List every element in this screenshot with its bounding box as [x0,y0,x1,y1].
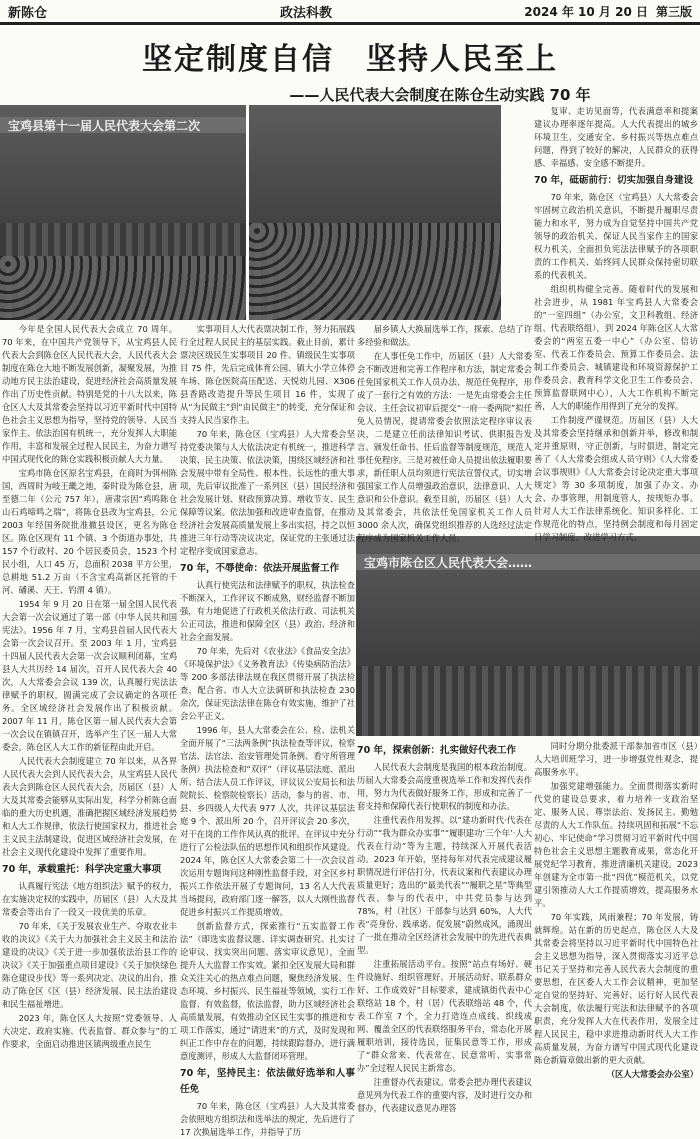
section-heading: 70 年，承载重托：科学决定重大事项 [2,864,162,875]
article-paragraph: 人民代表大会制度是我国的根本政治制度。历届人大常委会高度重视选举工作和发挥代表作用，努力为代表做好服务工作，形成和完善了一套支持和保障代表行使职权的制度和办法。 [357,762,532,811]
photo-meeting-auditorium [249,105,501,320]
article-paragraph: 届乡镇人大换届选举工作，探索、总结了许多经验和做法。 [357,324,532,347]
photo-congress-hall [0,105,246,320]
section-heading: 70 年，砥砺前行：切实加强自身建设 [534,175,694,186]
article-paragraph: 70 年来，《关于发展农业生产、夺取农业丰收的决议》《关于大力加强社会主义民主和法治建设的决议》《关于进一步加强依法治县工作的决议》《关于加强重点项目建设》《关于加快绿色陈仓建设步伐》等一系列决定、决议的出台，推动了陈仓区《区（县）经济发展、民主法治建设和民生福祉增进。 [2,921,177,1009]
article-paragraph: 宝鸡市陈仓区原名宝鸡县，在商时为弭州陈国，西周时为岐王畿之地，秦时设为陈仓县，唐至德二年（公元 757 年），唐肃宗因“鸡鸣陈仓山石鸡啼鸣之瑞”，将陈仓县改为宝鸡县，公元 2003 年经国务院批准撤县设区，更名为陈仓区。陈仓区现有 11 个镇、3 个街道办事处，共 157 个行政村、20 个居民委员会，1523 个村民小组，人口 45 万，总面积 2038 平方公里，总耕地 51.2 万亩（不含宝鸡高新区托管的千河、磻溪、天王、钓渭 4 镇）。 [2,468,177,595]
article-paragraph: 2023 年，陈仓区人大按照“党委领导、人大决定、政府实施、代表监督、群众参与”的工作要求，全面启动推进区镇两级重点民生 [2,1013,177,1049]
issue-date: 2024 年 10 月 20 日 [524,4,648,19]
header-rule [0,22,700,25]
article-paragraph: 70 年来，陈仓区（宝鸡县）人大常委会坚持党委决策与人大依法决定有机统一，推进科学决策、民主决策、依法决策，围绕区域经济和社会发展中带有全局性、根本性、长远性的重大事项，先后审议批准了一系列区（县）国民经济和社会发展计划、财政预算决算、增收节支、民生保障等议案。依法加强和改进审查监督，在推动经济社会发展高质量发展上多出实招，持之以恒推进三年行动等决议决定，保证党的主张通过法定程序变成国家意志。 [180,429,355,556]
article-column-1 [2,323,177,1076]
article-paragraph: 同时分期分批委派干部参加省市区（县）人大培训班学习，进一步增强党性观念，提高服务水平。 [534,741,698,777]
section-heading: 70 年，探索创新：扎实做好代表工作 [357,745,517,756]
article-paragraph: 实事项目人大代表票决制工作，努力拓展践行全过程人民民主的基层实践。截止目前，累计票决区级民生实事项目 20 件、镇级民生实事项目 75 件，先后完成体育公园、镇大小学立体停车场、陈仓医院高压配送、天悦幼儿园、X306 县香路改造提升等民生项目 16 件，实现了从“为民做主”到“由民做主”的转变，充分保证和支持人民当家作主。 [180,324,355,425]
article-paragraph: 认真行使宪法和法律赋予的职权，执法检查不断深入，工作评议不断成熟，财经监督不断加强，有力地促进了行政机关依法行政、司法机关公正司法，推进和保障全区（县）政治、经济和社会全面发展。 [180,580,355,642]
article-paragraph: 1954 年 9 月 20 日在第一届全国人民代表大会第一次会议通过了第一部《中华人民共和国宪法》。1956 年 7 月，宝鸡县首届人民代表大会第一次会议召开。至 2003 年 1 月，宝鸡县十四届人民代表大会第一次会议顺利闭幕，宝鸡县人大共历经 14 届次，召开人民代表大会 40 次，人大常委会会议 139 次，认真履行宪法法律赋予的职权，圆满完成了会议确定的各项任务。全区域经济社会发展作出了积极贡献。2007 年 11 月，陈仓区第一届人民代表大会第一次会议在镇镇召开，选举产生了区一届人大常委会，陈仓区人大工作的新征程由此开启。 [2,599,177,752]
section-heading: 70 年，不辱使命：依法开展监督工作 [180,563,340,574]
paper-name: 新陈仓 [8,5,48,21]
article-paragraph: 认真履行宪法《地方组织法》赋予的权力，在实施决定权的实践中，历届区（县）人大及其常委会等出台了一段又一段优美的乐章。 [2,881,177,917]
photo-banner: 宝鸡县第十一届人民代表大会第二次 [0,117,246,133]
article-paragraph: 注重代表作用发挥。以“建功新时代·代表在行动”“我为群众办实事”“履职建功‘三个年’·人大代表在行动”等为主题，持续深入开展代表活动。2023 年开始，坚持每年对代表完成建议履职情况进行评估打分，代表议案和代表建议办理质量更好；选出的“最美代表”“履职之星”等典型代表，参与的代表中，中共党员参与达到 78%，村（社区）干部参与达到 60%，人大代表“亮身份、践承诺、促发展”蔚然成风，涌现出了一批在推动全区经济社会发展中的先进代表典型。 [357,815,532,955]
article-paragraph: 复审、走访见面等，代表满意率和提案建议办理率逐年提高。人大代表提出的城乡环境卫生、交通安全、乡村振兴等热点难点问题，得到了较好的解决，人民群众的获得感、幸福感、安全感不断提升。 [534,106,698,168]
article-paragraph: 注重督办代表建议。常委会把办理代表建议意见列为代表工作的重要内容，及时进行交办和督办，代表建议意见办理答 [357,1077,532,1113]
article-paragraph: 组织机构健全完善。随着时代的发展和社会进步，从 1981 年宝鸡县人大常委会的“一室四组”（办公室，文卫科教组、经济组、代表联络组），到 2024 年陈仓区人大常委会的“两室五委一中心”（办公室、信访室、代表工作委员会、预算工作委员会、法制工作委员会、城镇建设和环境资源保护工作委员会、教育科学文化卫生工作委员会、预算监督联网中心），人大工作机构不断完善，人大的职能作用得到了充分的发挥。 [534,284,698,411]
article-paragraph: 70 年来，陈仓区（宝鸡县）人大常委会牢固树立政治机关意识，不断提升履职尽责能力和水平，努力成为自觉坚持中国共产党领导的政治机关、保证人民当家作主的国家权力机关、全面担负宪法法律赋予的各项职责的工作机关、始终同人民群众保持密切联系的代表机关。 [534,192,698,280]
photo-banner-2: 宝鸡市陈仓区人民代表大会…… [356,554,700,570]
headline [0,30,700,104]
photo-presidium-stage [356,536,700,736]
article-paragraph: 1996 年，县人大常委会在公、检、法机关全面开展了“三法两条例”执法检查等评议，检察官法、法官法、治安管理处罚条例、看守所管理条例）执法检查和“双评”（评议基层法庭、派出所、结合法人员工作评议，评议议公安局长和法院院长、检察院检察长）活动，参与的省、市、县、乡四级人大代表 977 人次，共评议基层法庭 9 个、派出所 20 个，召开评议会 20 多次，对干在岗的工作作风认真的批评。在评议中充分进行了公检法队伍的思想作风和组织作风建设。2024 年，陈仓区人大常委会第二十一次会议首次运用专题询问这种刚性监督手段，对全区乡村振兴工作依法开展了专题询问，13 名人大代表当场提问，政府部门逐一解答，以人大刚性监督促进乡村振兴工作提质增效。 [180,725,355,917]
page-number: 第三版 [655,4,692,19]
article-paragraph: 注重拓展活动平台。按照“站点有场好、硬件设施好、组织管理好、开展活动好、联系群众好、工作成效好”目标要求，建成镇街代表中心联络站 18 个，村（居）代表联络站 48 个，代表工作室 7 个，全力打造连点成线、织线成网、覆盖全区的代表联络服务平台，常态化开展履职培训，接待选民，征集民意等工作，形成了“群众常来、代表常在、民意常听、实事常办”全过程人民民主新常态。 [357,959,532,1073]
article-paragraph: 工作制度严谨规范。历届区（县）人大及其常委会坚持继承和创新并举，修改和制定并重原则，守正创新，与时俱进，制定完善了《人大常委会组成人员守则》《人大常委会议事规则》《人大常委会讨论决定重大事项规定》等 30 多项制度，加强了办文、办会、办事管理，用制度管人，按规矩办事。针对人大工作法律系统化、知识多样化、工作规范化的特点，坚持例会制度和每月固定日学习制度，改进学习方式。 [534,415,698,542]
section-name: 政法科教 [280,5,333,21]
page-header [0,0,700,22]
issue-info [524,3,692,20]
article-paragraph: 人民代表大会制度建立 70 年以来，从各界人民代表大会到人民代表大会，从宝鸡县人民代表大会到陈仓区人民代表大会，历届区（县）人大及其常委会能够从实际出发，科学分析陈仓面临的重大历史机遇，准确把握区域经济发展趋势和人大工作规律，依法行使国家权力，推进社会主义民主法制建设，促进区域经济社会发展，在社会主义现代化建设中发挥了重要作用。 [2,756,177,857]
article-column-2 [180,323,355,1137]
article-paragraph: 加强党建增强能力。全面贯彻落实新时代党的建设总要求，着力培养一支政治坚定、服务人民、尊崇法治、发扬民主、勤勉尽责的人大工作队伍。持续巩固和拓展“不忘初心、牢记使命”学习贯彻习近平新时代中国特色社会主义思想主题教育成果，常态化开展党纪学习教育，推进清廉机关建设。2023 年创建为全市第一批“四优”模范机关，以党建引领推动人大工作提质增效，提高服务水平。 [534,781,698,908]
article-paragraph: 70 年实践，风雨兼程；70 年发展，铸就辉煌。站在新的历史起点，陈仓区人大及其常委会将坚持以习近平新时代中国特色社会主义思想为指导，深入贯彻落实习近平总书记关于坚持和完善人民代表大会制度的重要思想，在区委人大工作会议精神，更加坚定自觉的坚持好、完善好、运行好人民代表大会制度，依法履行宪法和法律赋予的各项职责，充分发挥人大在代表作用，发展全过程人民民主，稳中求进推动新时代人大工作高质量发展，为奋力谱写中国式现代化建设陈仓新篇章做出新的更大贡献。 [534,912,698,1065]
article-column-4 [534,105,698,542]
article-column-5 [357,740,532,1113]
headline-title: 坚定制度自信 坚持人民至上 [142,42,558,77]
article-paragraph: 今年是全国人民代表大会成立 70 周年。70 年来，在中国共产党领导下，从宝鸡县人民代表大会到陈仓区人民代表大会，人民代表大会制度在陈仓大地不断发展创新，凝聚发展，为推动地方民主法治建设，促进经济社会高质量发展作出了历史性贡献。特别是党的十八大以来，陈仓区人大及其常委会坚持以习近平新时代中国特色社会主义思想为指导，坚持党的领导、人民当家作主、依法治国有机统一，充分发挥人大职能作用，丰富和发展全过程人民民主，为奋力谱写中国式现代化的陈仓实践积极贡献人大力量。 [2,324,177,464]
article-paragraph: 创新监督方式，探索推行“五实监督工作法”（即选实监督议题、详实调查研究、扎实讨论审议、找实突出问题、落实审议意见），全面提升人大监督工作实效。紧扣全区发展大局和群众关注关心的热点难点问题，聚焦经济发展、生态环境、乡村振兴、民生福祉等领域，实行工作监督、有效监督，依法监督，助力区域经济社会高质量发展，有效推动全区民生实事的推进和专项工作落实，通过“请进来”的方式，及时发现和纠正工作中存在的问题，持续跟踪督办，进行满意度测评，形成人大监督闭环管理。 [180,921,355,1061]
section-heading: 70 年，坚持民主：依法做好选举和人事任免 [180,1068,355,1095]
article-column-6 [534,740,698,1079]
headline-subtitle: ——人民代表大会制度在陈仓生动实践 70 年 [289,86,591,104]
author-signature: （区人大常委会办公室） [606,1069,698,1079]
article-paragraph: 70 年来，先后对《农业法》《食品安全法》《环境保护法》《义务教育法》《传染病防治法》等 200 多部法律法规在我区贯彻开展了执法检查，配合省、市人大立法调研和执法检查 230 余次，保证宪法法律在陈仓有效实施，维护了社会公平正义。 [180,646,355,721]
article-paragraph: 70 年来，陈仓区（宝鸡县）人大及其常委会依照地方组织法和选举法的规定，先后进行了 17 次换届选举工作，并指导了历 [180,1101,355,1137]
article-column-3 [357,323,532,543]
article-paragraph: 在人事任免工作中，历届区（县）人大常委会不断改进和完善工作程序和方法，制定常委会任免国家机关工作人员办法、规范任免程序，形成了一套行之有效的方法：一是先由常委会主任会议、主任会议初审后提交“一府一委两院”拟任免人员情况，提请常委会依照法定程序审议表决，二是建立任前法律知识考试、供职报告发言、颁发任命书、任后监督等制度规范，规范人事任免程序。三是对被任命人员提出依法履职要求，新任职人员均须进行宪法宣誓仪式，切实增强国家工作人员增强政治意识，法律意识、人大意识和公仆意识。截至目前，历届区（县）人大及其常委会，共依法任免国家机关工作人员 3000 余人次，确保党组织推荐的人选经过法定程序成为国家机关工作人员。 [357,351,532,543]
